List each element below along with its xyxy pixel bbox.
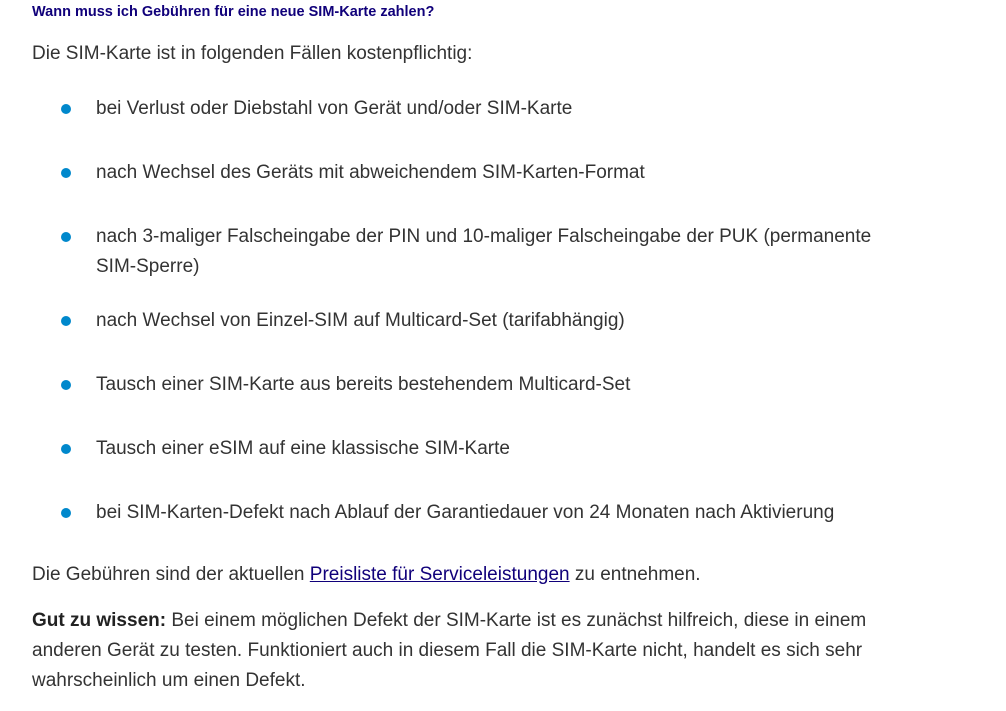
good-to-know-body: Bei einem möglichen Defekt der SIM-Karte ist es zunächst hilfreich, diese in einem anderen Gerät zu testen. Funktioniert auch in diesem Fall die SIM-Karte nicht, handelt es sich sehr wahrscheinlich um einen Defekt.	[32, 610, 867, 691]
list-item-text: Tausch einer SIM-Karte aus bereits bestehendem Multicard-Set	[96, 374, 631, 395]
bullet-dot-icon	[61, 316, 71, 326]
bullet-dot-icon	[61, 508, 71, 518]
list-item-text: bei Verlust oder Diebstahl von Gerät und/oder SIM-Karte	[96, 98, 573, 119]
list-item	[32, 158, 912, 188]
list-item-text: Tausch einer eSIM auf eine klassische SIM-Karte	[96, 438, 510, 459]
list-item	[32, 222, 912, 282]
bullet-dot-icon	[61, 104, 71, 114]
list-item	[32, 306, 912, 336]
good-to-know-text	[32, 606, 912, 696]
list-item-text: nach Wechsel von Einzel-SIM auf Multicard-Set (tarifabhängig)	[96, 310, 625, 331]
list-item-text: bei SIM-Karten-Defekt nach Ablauf der Garantiedauer von 24 Monaten nach Aktivierung	[96, 502, 835, 523]
fee-cases-list	[32, 94, 912, 562]
list-item-text: nach 3-maliger Falscheingabe der PIN und 10-maliger Falscheingabe der PUK (permanente SIM-Sperre)	[96, 226, 872, 277]
price-list-link[interactable]: Preisliste für Serviceleistungen	[309, 564, 570, 585]
bullet-dot-icon	[61, 232, 71, 242]
bullet-dot-icon	[61, 444, 71, 454]
fees-text	[32, 563, 701, 587]
fees-text-before: Die Gebühren sind der aktuellen	[32, 564, 310, 585]
bullet-dot-icon	[61, 380, 71, 390]
good-to-know-label: Gut zu wissen:	[32, 610, 167, 631]
faq-question: Wann muss ich Gebühren für eine neue SIM-Karte zahlen?	[32, 4, 435, 20]
list-item-text: nach Wechsel des Geräts mit abweichendem SIM-Karten-Format	[96, 162, 645, 183]
list-item	[32, 94, 912, 124]
intro-text: Die SIM-Karte ist in folgenden Fällen kostenpflichtig:	[32, 43, 473, 64]
list-item	[32, 370, 912, 400]
fees-text-after: zu entnehmen.	[569, 564, 701, 585]
list-item	[32, 498, 912, 528]
list-item	[32, 434, 912, 464]
bullet-dot-icon	[61, 168, 71, 178]
